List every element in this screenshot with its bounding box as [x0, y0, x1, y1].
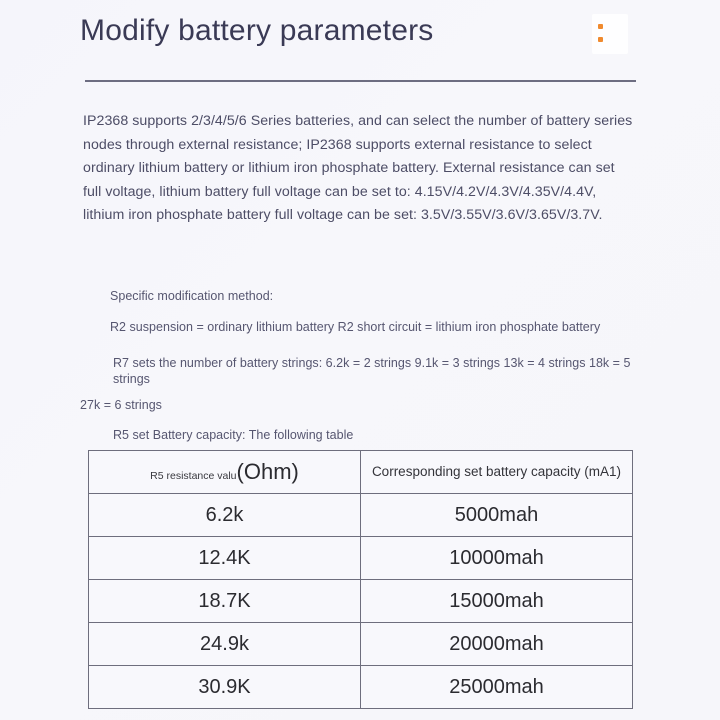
battery-capacity-table — [88, 450, 633, 709]
table-header-row — [89, 451, 633, 494]
method-block — [80, 288, 640, 443]
faded-text-band — [80, 216, 640, 235]
table-row — [89, 494, 633, 537]
cell-resistance: 6.2k — [89, 494, 361, 537]
table-row — [89, 666, 633, 709]
table-row — [89, 623, 633, 666]
menu-dot-bottom — [598, 37, 603, 42]
method-r7-overflow: 27k = 6 strings — [80, 398, 162, 412]
table-row — [89, 537, 633, 580]
table-body — [89, 494, 633, 709]
header-divider — [85, 80, 636, 82]
cell-resistance: 12.4K — [89, 537, 361, 580]
table-header-capacity — [361, 451, 633, 494]
table-header-resistance-small: R5 resistance valu — [150, 469, 237, 482]
method-r5-line: R5 set Battery capacity: The following table — [113, 428, 354, 442]
cell-capacity: 20000mah — [361, 623, 633, 666]
method-r7-line: R7 sets the number of battery strings: 6.2k = 2 strings 9.1k = 3 strings 13k = 4 strings 18k = 5 strings — [113, 356, 631, 386]
method-heading: Specific modification method: — [110, 289, 274, 303]
page-title: Modify battery parameters — [80, 14, 434, 47]
cell-capacity: 5000mah — [361, 494, 633, 537]
table-header-capacity-label: Corresponding set battery capacity (mA1) — [371, 464, 622, 479]
more-vertical-icon[interactable] — [598, 24, 610, 48]
cell-capacity: 15000mah — [361, 580, 633, 623]
cell-capacity: 25000mah — [361, 666, 633, 709]
cell-capacity: 10000mah — [361, 537, 633, 580]
menu-dot-top — [598, 24, 603, 29]
table-header-resistance-unit: (Ohm) — [236, 458, 299, 484]
battery-capacity-table-wrapper — [88, 450, 632, 702]
method-r2-line: R2 suspension = ordinary lithium battery R2 short circuit = lithium iron phosphate battery — [110, 320, 601, 334]
table-header-resistance — [89, 451, 361, 494]
cell-resistance: 24.9k — [89, 623, 361, 666]
table-row — [89, 580, 633, 623]
cell-resistance: 30.9K — [89, 666, 361, 709]
intro-paragraph: IP2368 supports 2/3/4/5/6 Series batteries, and can select the number of battery series nodes through external resistance; IP2368 supports external resistance to select ordinary lithium battery or lithium iron phosphate battery. External resistance can set full voltage, lithium battery full voltage can be set to: 4.15V/4.2V/4.3V/4.35V/4.4V, lithium iron phosphate battery full voltage can be set: 3.5V/3.55V/3.6V/3.65V/3.7V. — [83, 113, 633, 223]
cell-resistance: 18.7K — [89, 580, 361, 623]
